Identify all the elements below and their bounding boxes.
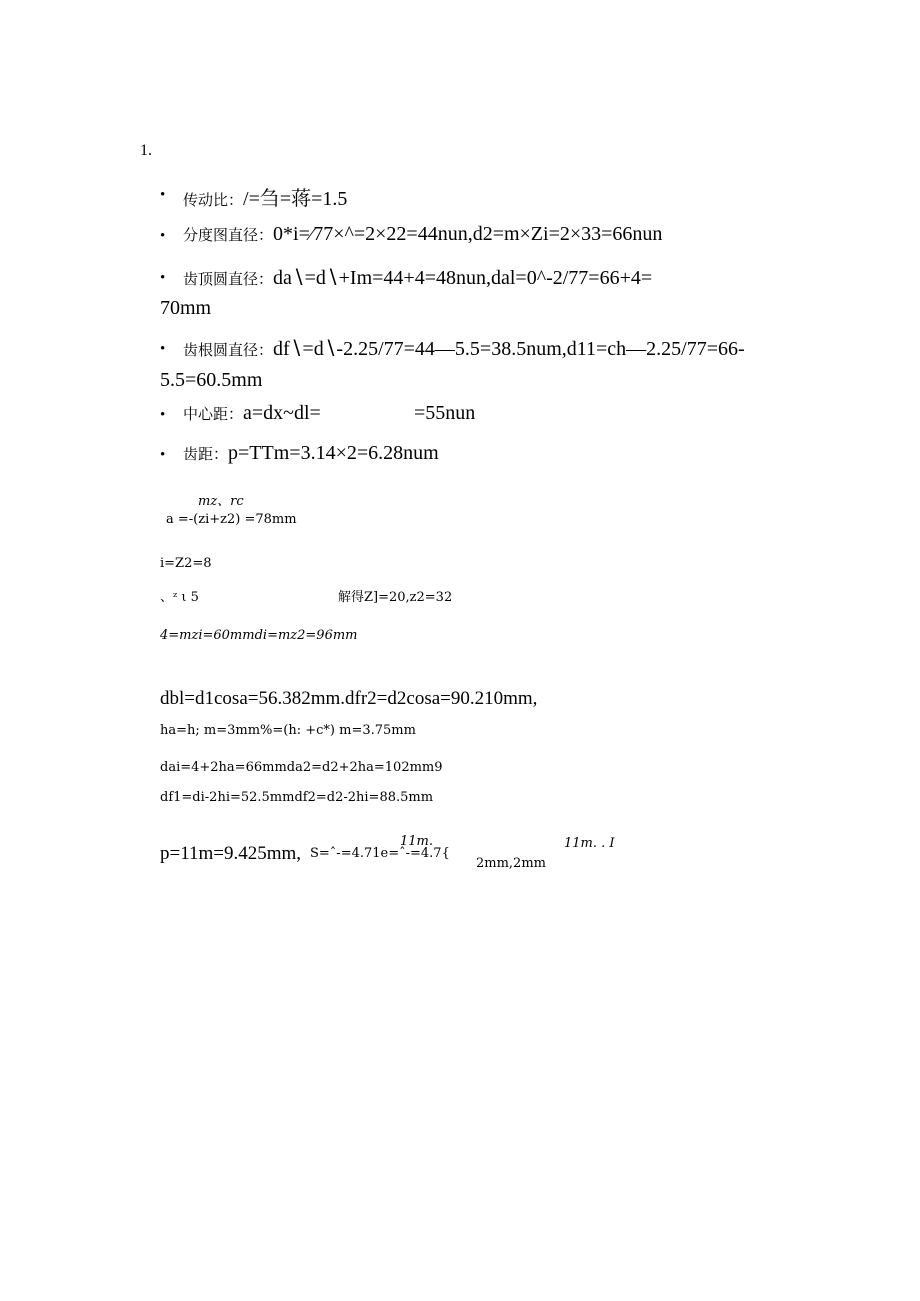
item-label: 齿根圆直径：: [183, 341, 274, 359]
formula-line: p=11m=9.425mm,: [160, 843, 302, 864]
bullet: •: [160, 270, 166, 286]
formula-fragment: 11m.: [400, 834, 434, 849]
item-label: 齿顶圆直径：: [183, 270, 274, 288]
item-label: 中心距：: [183, 405, 244, 423]
item-formula: df∖=d∖-2.25/77=44—5.5=38.5num,d11=ch—2.25/77=66-: [273, 338, 745, 360]
formula-line: i=Z2=8: [160, 556, 212, 571]
formula-line: df1=di-2hi=52.5mmdf2=d2-2hi=88.5mm: [160, 790, 434, 805]
item-formula: a=dx~dl=: [243, 402, 321, 424]
formula-fragment: 11m. . I: [564, 836, 615, 851]
formula-line: 、ᶻ ι 5: [160, 590, 199, 605]
item-formula: p=TTm=3.14×2=6.28num: [228, 442, 439, 464]
formula-line: dbl=d1cosa=56.382mm.dfr2=d2cosa=90.210mm,: [160, 688, 538, 709]
item-continuation: 5.5=60.5mm: [160, 369, 263, 391]
item-center-distance: [183, 402, 321, 425]
item-label: 传动比：: [183, 191, 244, 209]
bullet: •: [160, 407, 166, 423]
formula-line: a =-(zi+z2) =78mm: [166, 512, 297, 527]
item-result: =55nun: [414, 402, 476, 424]
item-formula: 0*i=⁄77×^=2×22=44nun,d2=m×Zi=2×33=66nun: [273, 223, 663, 245]
item-label: 分度图直径：: [183, 226, 274, 244]
formula-line: ha=h; m=3mm%=(h: +c*) m=3.75mm: [160, 723, 416, 738]
solution-line: 解得Z]=20,z2=32: [338, 590, 453, 605]
item-circular-pitch: [183, 442, 439, 465]
item-formula: /=刍=蒋=1.5: [243, 188, 348, 210]
bullet: •: [160, 447, 166, 463]
item-transmission-ratio: [183, 182, 347, 211]
item-pitch-diameter: [183, 223, 662, 246]
item-tip-diameter: [183, 265, 652, 290]
bullet: •: [160, 228, 166, 244]
formula-line: mz、rc: [198, 494, 244, 509]
item-root-diameter: [183, 336, 745, 361]
item-continuation: 70mm: [160, 297, 212, 319]
formula-line: S=ˆ-=4.71e=ˆ-=4.7{: [310, 846, 450, 861]
item-formula: da∖=d∖+Im=44+4=48nun,dal=0^-2/77=66+4=: [273, 267, 653, 289]
bullet: •: [160, 341, 166, 357]
section-number: 1.: [140, 142, 152, 159]
formula-line: dai=4+2ha=66mmda2=d2+2ha=102mm9: [160, 760, 443, 775]
bullet: •: [160, 187, 166, 203]
formula-line: 4=mzi=60mmdi=mz2=96mm: [160, 628, 358, 643]
formula-fragment: 2mm,2mm: [476, 856, 546, 871]
item-label: 齿距：: [183, 445, 229, 463]
